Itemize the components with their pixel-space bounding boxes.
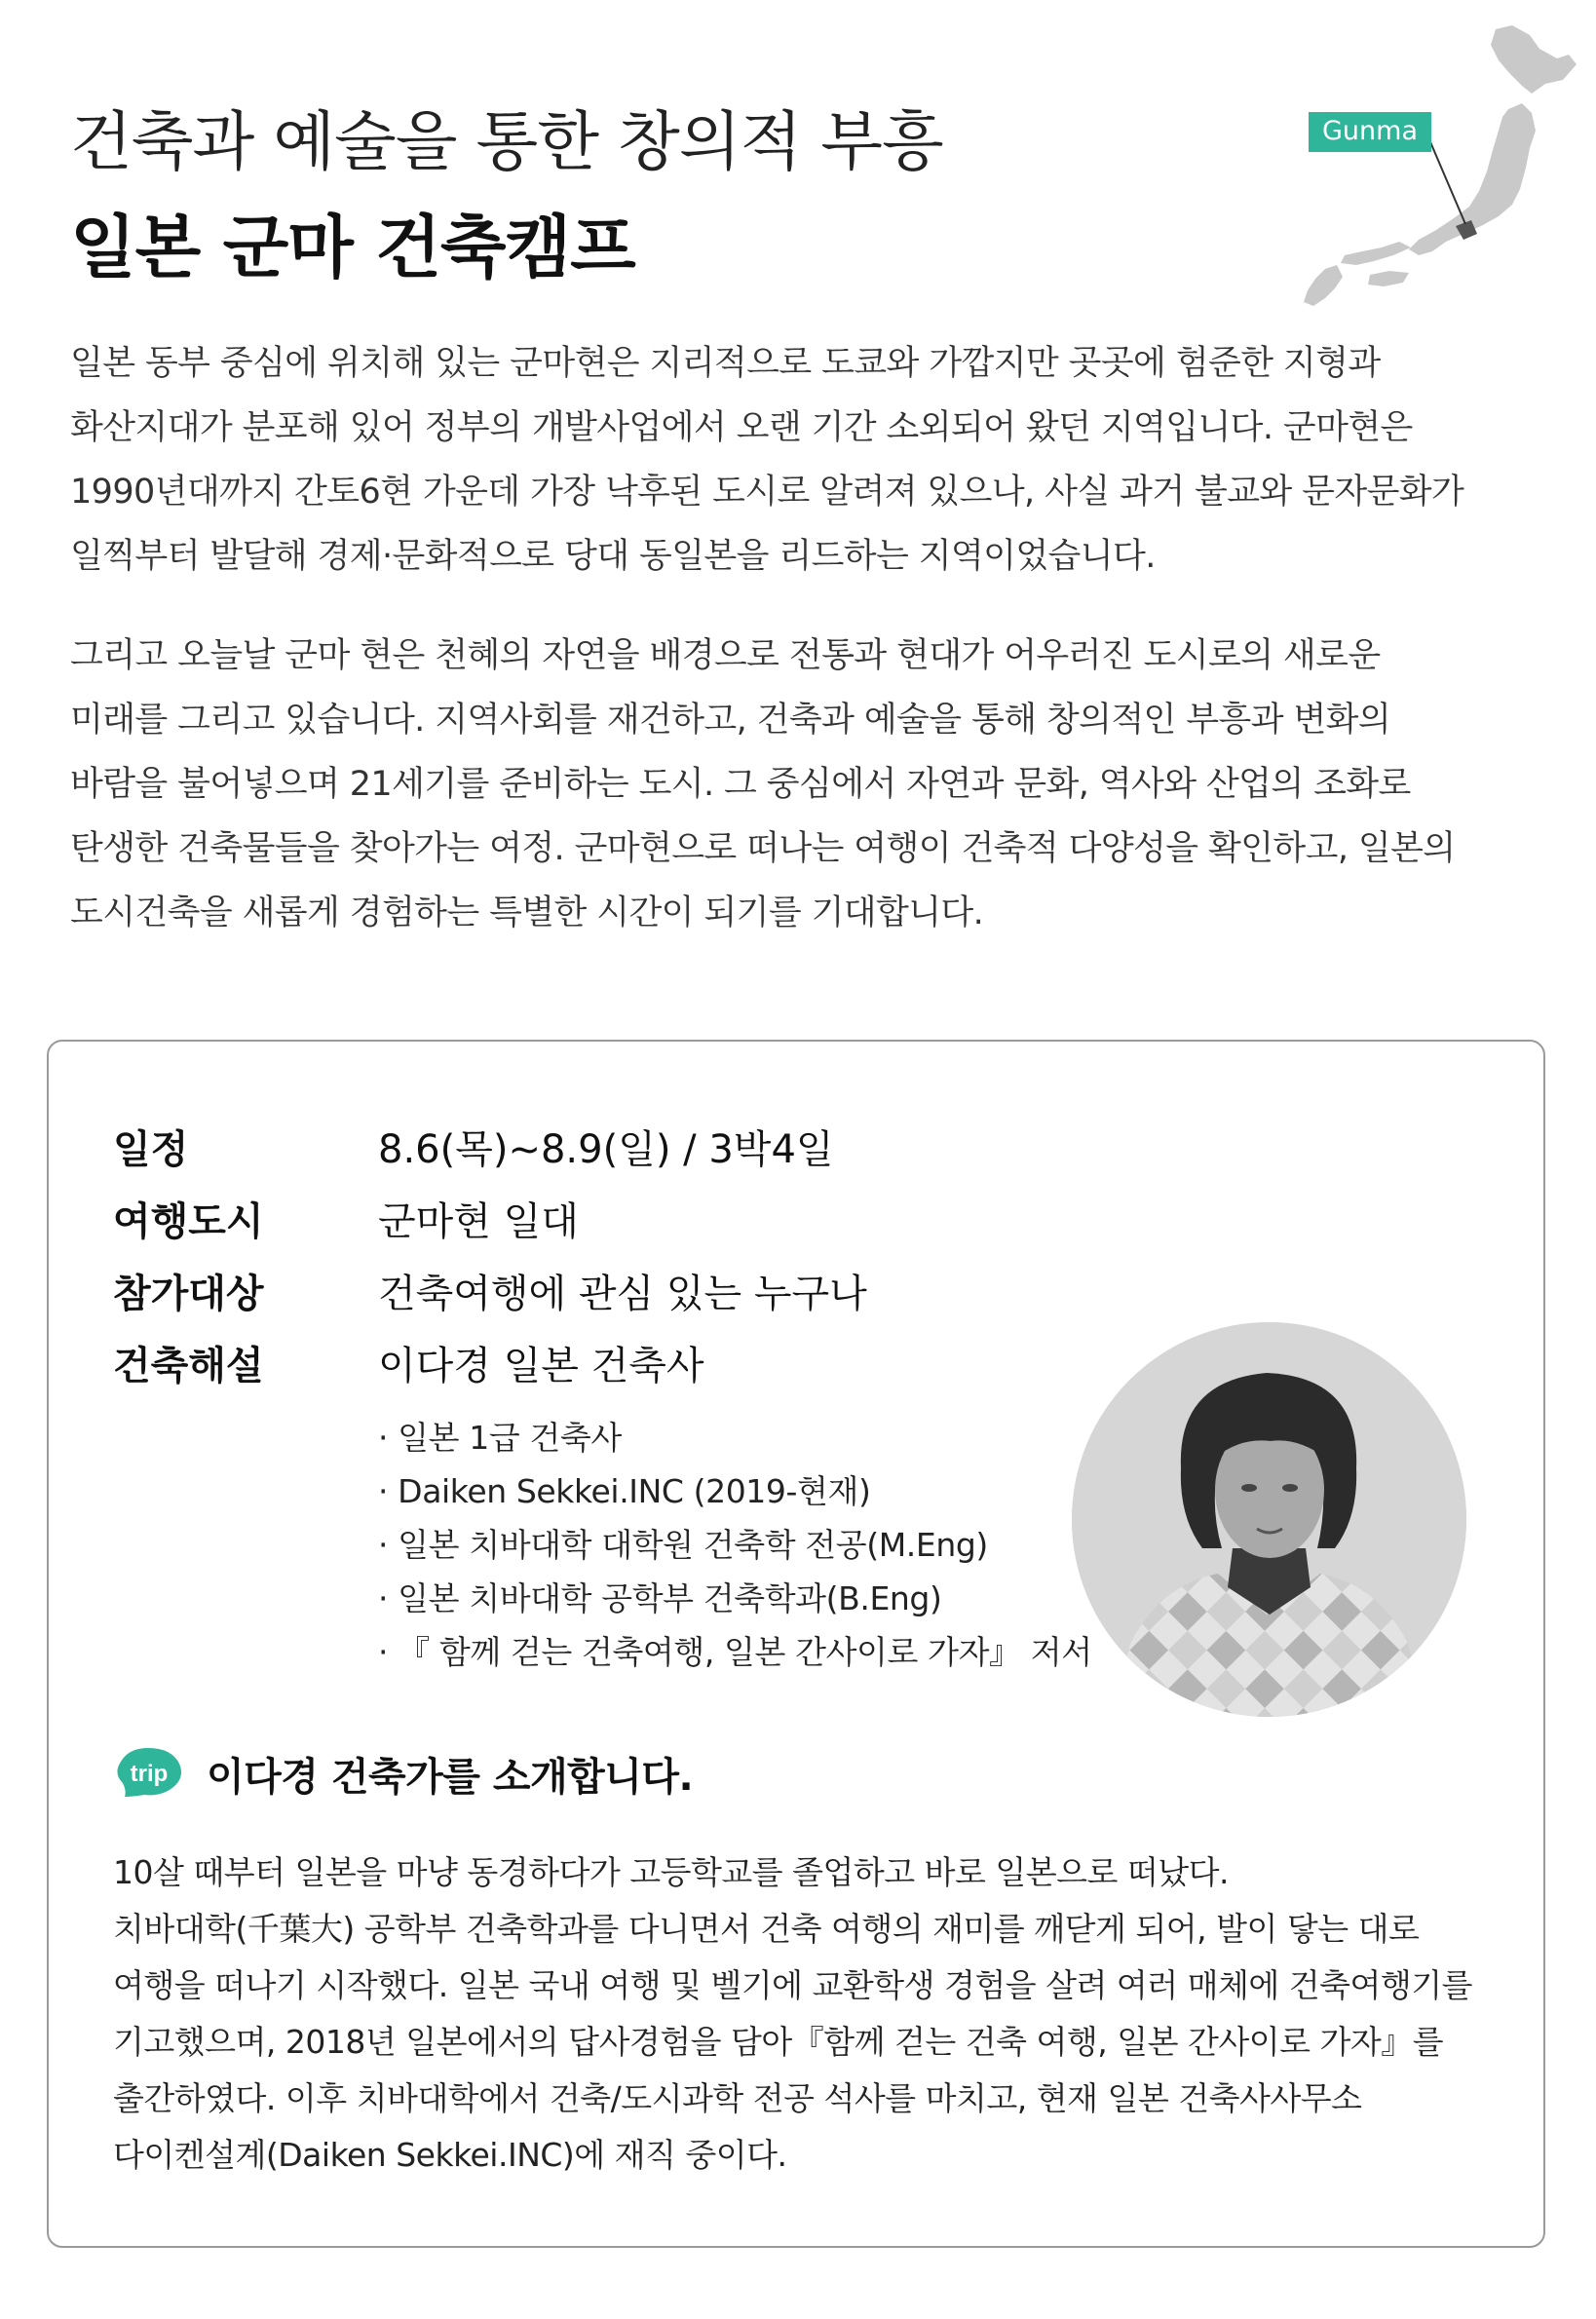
portrait-illustration xyxy=(1072,1322,1466,1717)
info-label: 건축해설 xyxy=(113,1344,264,1388)
profile-heading: 이다경 건축가를 소개합니다. xyxy=(207,1755,694,1800)
trip-icon-label: trip xyxy=(130,1761,169,1787)
intro-line: 바람을 불어넣으며 21세기를 준비하는 도시. 그 중심에서 자연과 문화, 역사와 산업의 조화로 xyxy=(70,765,1411,804)
credential-item: · Daiken Sekkei.INC (2019-현재) xyxy=(378,1472,871,1510)
credential-item: · 일본 치바대학 대학원 건축학 전공(M.Eng) xyxy=(378,1526,988,1564)
info-label: 일정 xyxy=(113,1127,189,1172)
intro-line: 탄생한 건축물들을 찾아가는 여정. 군마현으로 떠나는 여행이 건축적 다양성을 확인하고, 일본의 xyxy=(70,829,1456,868)
profile-photo xyxy=(1072,1322,1466,1717)
intro-line: 일찍부터 발달해 경제·문화적으로 당대 동일본을 리드하는 지역이었습니다. xyxy=(70,537,1156,576)
info-label: 참가대상 xyxy=(113,1272,264,1316)
page-subtitle: 건축과 예술을 통한 창의적 부흥 xyxy=(70,104,943,179)
intro-paragraph-2 xyxy=(70,624,1532,945)
profile-bio xyxy=(113,1844,1472,2184)
bio-line: 여행을 떠나기 시작했다. 일본 국내 여행 및 벨기에 교환학생 경험을 살려 여러 매체에 건축여행기를 xyxy=(113,1966,1472,2004)
bio-line: 기고했으며, 2018년 일본에서의 답사경험을 담아『함께 걷는 건축 여행, 일본 간사이로 가자』를 xyxy=(113,2023,1444,2061)
info-value: 8.6(목)~8.9(일) / 3박4일 xyxy=(378,1127,834,1172)
intro-line: 화산지대가 분포해 있어 정부의 개발사업에서 오랜 기간 소외되어 왔던 지역입니다. 군마현은 xyxy=(70,408,1413,447)
credential-list xyxy=(378,1411,1092,1679)
credential-item: · 『 함께 걷는 건축여행, 일본 간사이로 가자』 저서 xyxy=(378,1633,1092,1671)
bio-line: 출간하였다. 이후 치바대학에서 건축/도시과학 전공 석사를 마치고, 현재 일본 건축사사무소 xyxy=(113,2079,1362,2117)
info-label: 여행도시 xyxy=(113,1199,264,1244)
intro-line: 미래를 그리고 있습니다. 지역사회를 재건하고, 건축과 예술을 통해 창의적인 부흥과 변화의 xyxy=(70,701,1391,740)
info-value: 이다경 일본 건축사 xyxy=(378,1344,704,1388)
gunma-badge: Gunma xyxy=(1309,112,1431,152)
page-title: 일본 군마 건축캠프 xyxy=(70,208,635,287)
trip-icon xyxy=(113,1744,185,1799)
japan-map-icon xyxy=(1247,25,1578,308)
intro-line: 그리고 오늘날 군마 현은 천혜의 자연을 배경으로 전통과 현대가 어우러진 도시로의 새로운 xyxy=(70,636,1381,675)
credential-item: · 일본 치바대학 공학부 건축학과(B.Eng) xyxy=(378,1579,942,1617)
intro-line: 일본 동부 중심에 위치해 있는 군마현은 지리적으로 도쿄와 가깝지만 곳곳에 험준한 지형과 xyxy=(70,344,1381,383)
info-value: 건축여행에 관심 있는 누구나 xyxy=(378,1272,867,1316)
bio-line: 10살 때부터 일본을 마냥 동경하다가 고등학교를 졸업하고 바로 일본으로 떠났다. xyxy=(113,1853,1229,1891)
credential-item: · 일본 1급 건축사 xyxy=(378,1419,622,1457)
intro-paragraph-1 xyxy=(70,331,1532,589)
info-value: 군마현 일대 xyxy=(378,1199,579,1244)
intro-line: 1990년대까지 간토6현 가운데 가장 낙후된 도시로 알려져 있으나, 사실 과거 불교와 문자문화가 xyxy=(70,473,1464,512)
bio-line: 치바대학(千葉大) 공학부 건축학과를 다니면서 건축 여행의 재미를 깨닫게 되어, 발이 닿는 대로 xyxy=(113,1910,1420,1948)
intro-line: 도시건축을 새롭게 경험하는 특별한 시간이 되기를 기대합니다. xyxy=(70,893,984,932)
bio-line: 다이켄설계(Daiken Sekkei.INC)에 재직 중이다. xyxy=(113,2136,787,2174)
